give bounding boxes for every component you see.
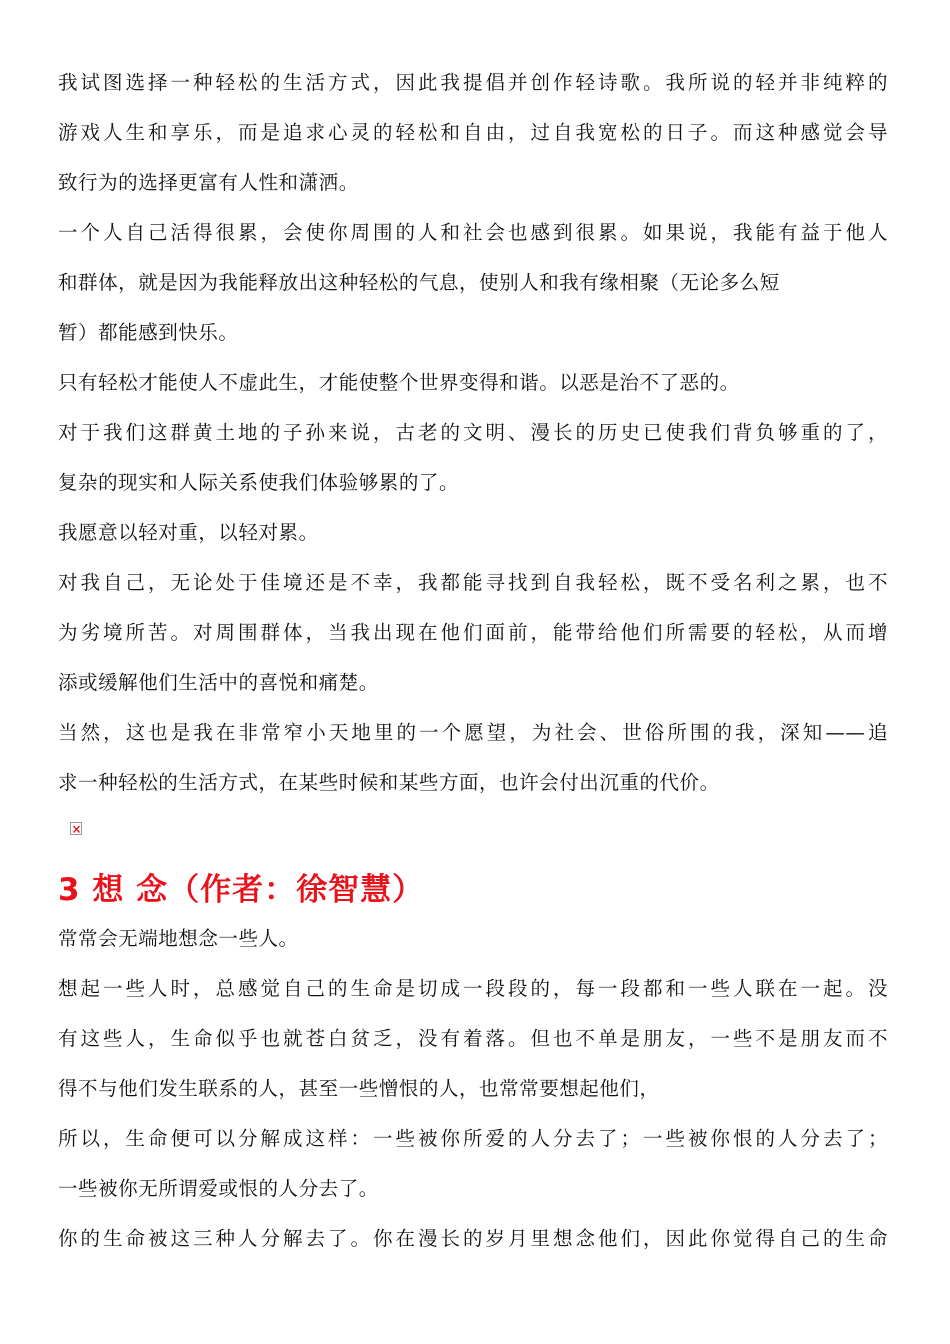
text-line: 求一种轻松的生活方式，在某些时候和某些方面，也许会付出沉重的代价。 <box>58 771 720 794</box>
essay-section-2 <box>58 866 888 1264</box>
text-line: 我愿意以轻对重，以轻对累。 <box>58 521 319 544</box>
text-line: 只有轻松才能使人不虚此生，才能使整个世界变得和谐。以恶是治不了恶的。 <box>58 371 740 394</box>
section-heading: 3 想 念（作者：徐智慧） <box>58 872 425 908</box>
text-line: 和群体，就是因为我能释放出这种轻松的气息，使别人和我有缘相聚（无论多么短 <box>58 271 780 294</box>
text-line: 为劣境所苦。对周围群体，当我出现在他们面前，能带给他们所需要的轻松，从而增 <box>58 621 888 644</box>
text-line: 想起一些人时，总感觉自己的生命是切成一段段的，每一段都和一些人联在一起。没 <box>58 977 888 1000</box>
text-line: 常常会无端地想念一些人。 <box>58 927 299 950</box>
text-line: 你的生命被这三种人分解去了。你在漫长的岁月里想念他们，因此你觉得自己的生命 <box>58 1227 888 1250</box>
text-line: 得不与他们发生联系的人，甚至一些憎恨的人，也常常要想起他们， <box>58 1077 660 1100</box>
text-line: 对于我们这群黄土地的子孙来说，古老的文明、漫长的历史已使我们背负够重的了， <box>58 421 888 444</box>
text-line: 添或缓解他们生活中的喜悦和痛楚。 <box>58 671 379 694</box>
text-line: 复杂的现实和人际关系使我们体验够累的了。 <box>58 471 460 494</box>
text-line: 所以，生命便可以分解成这样：一些被你所爱的人分去了；一些被你恨的人分去了； <box>58 1127 888 1150</box>
text-line: 暂）都能感到快乐。 <box>58 321 239 344</box>
text-line: 致行为的选择更富有人性和潇洒。 <box>58 171 359 194</box>
text-line: 当然，这也是我在非常窄小天地里的一个愿望，为社会、世俗所围的我，深知——追 <box>58 721 888 744</box>
broken-image-icon <box>70 822 82 835</box>
text-line: 一些被你无所谓爱或恨的人分去了。 <box>58 1177 379 1200</box>
text-line: 我试图选择一种轻松的生活方式，因此我提倡并创作轻诗歌。我所说的轻并非纯粹的 <box>58 71 888 94</box>
essay-section-1 <box>58 58 888 808</box>
text-line: 对我自己，无论处于佳境还是不幸，我都能寻找到自我轻松，既不受名利之累，也不 <box>58 571 888 594</box>
text-line: 游戏人生和享乐，而是追求心灵的轻松和自由，过自我宽松的日子。而这种感觉会导 <box>58 121 888 144</box>
document-page <box>58 58 888 1264</box>
text-line: 有这些人，生命似乎也就苍白贫乏，没有着落。但也不单是朋友，一些不是朋友而不 <box>58 1027 888 1050</box>
image-placeholder <box>58 808 888 864</box>
text-line: 一个人自己活得很累，会使你周围的人和社会也感到很累。如果说，我能有益于他人 <box>58 221 888 244</box>
